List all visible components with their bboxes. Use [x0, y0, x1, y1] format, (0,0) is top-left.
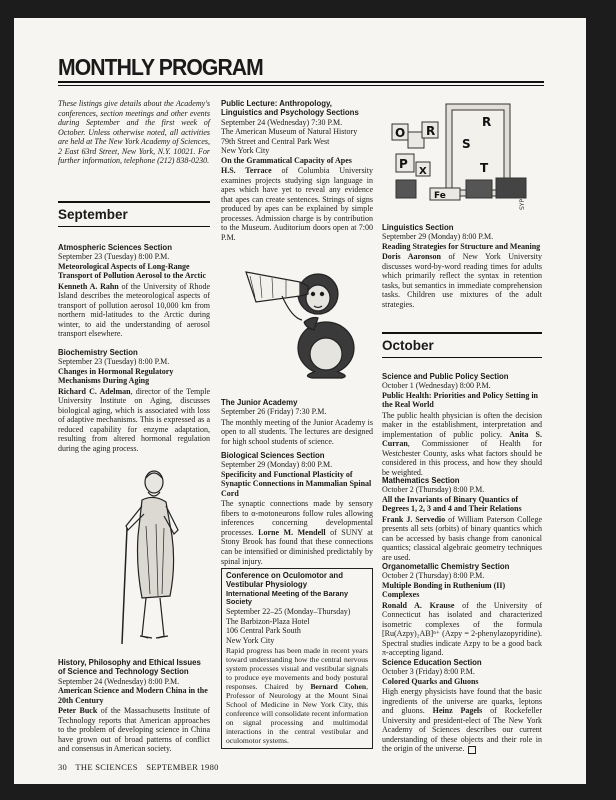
speaker-name: Ronald A. Krause: [382, 600, 455, 610]
event-heading: Organometallic Chemistry Section: [382, 562, 510, 571]
issue-date: SEPTEMBER 1980: [146, 762, 219, 772]
event-subtitle: Meteorological Aspects of Long-Range Transport of Pollution Aerosol to the Arctic: [58, 261, 206, 281]
event-text: of the University of Connecticut has isolated and characterized isometric complexes of the formula [Ru(Azpy)₂AB]ⁿ⁺ (Azpy = 2-phenylazopyridine). Spectral studies indicate Azpy to be a good back π-accepting ligand.: [382, 600, 543, 658]
event-body: [221, 166, 373, 242]
event-body: [382, 601, 542, 658]
event-atmospheric: [58, 243, 210, 339]
event-biological: [221, 451, 373, 566]
event-body: [382, 252, 542, 309]
section-heading-october: October: [382, 332, 542, 358]
speaker-name: Peter Buck: [58, 706, 98, 716]
event-body: [382, 687, 542, 754]
event-text: of Columbia University examines projects studying sign language in apes which have yet to reveal any evidence that apes can create sentences. Strings of signs produced by apes can be explained by simple processes. Admission charge is by contribution to the Museum. Auditorium doors open at 7:00 P.M.: [221, 166, 373, 242]
event-date: September 26 (Friday) 7:30 P.M.: [221, 407, 327, 417]
event-junior-academy: [221, 398, 373, 446]
event-organometallic: [382, 562, 542, 658]
event-subtitle: Changes in Hormonal Regulatory Mechanisms During Aging: [58, 366, 174, 386]
speaker-name: Kenneth A. Rahn: [58, 281, 119, 291]
event-biochemistry: [58, 348, 210, 454]
block-letter: S: [462, 137, 471, 151]
event-text: , director of the Temple University Institute on Aging, discusses biological aging, which is associated with loss of adaptive mechanisms. This is expressed as a reduced capability for enzyme adaptation, resulting from altered hormonal regulation during the aging process.: [58, 386, 211, 453]
end-mark: [468, 746, 476, 754]
event-date: October 1 (Wednesday) 8:00 P.M.: [382, 381, 491, 391]
event-heading: Biological Sciences Section: [221, 451, 325, 460]
page-number: 30: [58, 762, 68, 772]
event-subtitle: On the Grammatical Capacity of Apes: [221, 155, 352, 165]
event-text: of the Massachusetts Institute of Technology reports that American approaches to the problem of developing science in China have grown out of broad patterns of conflict and consensus in American society.: [58, 706, 210, 754]
event-body: [382, 411, 542, 478]
event-heading: Science Education Section: [382, 658, 482, 667]
block-letter: X: [419, 166, 427, 177]
event-text: of New York University discusses word-by-word reading times for adults which primarily reflect the syntax in retention tasks, but semantics in immediate comprehension tasks. Children use mixtures of the adult strategies.: [382, 252, 543, 309]
event-subtitle: Reading Strategies for Structure and Meaning: [382, 241, 541, 251]
letter-blocks-illustration: [386, 100, 536, 212]
event-subtitle: Colored Quarks and Gluons: [382, 676, 479, 686]
block-letter: Fe: [434, 191, 446, 201]
event-heading: Mathematics Section: [382, 476, 460, 485]
event-heading: History, Philosophy and Ethical Issues of Science and Technology Section: [58, 658, 201, 677]
event-subtitle: American Science and Modern China in the 20th Century: [58, 686, 208, 705]
artist-signature: SYPL: [519, 195, 526, 210]
block-letter: T: [480, 161, 489, 175]
event-date: October 2 (Thursday) 8:00 P.M.: [382, 571, 485, 581]
event-text-continued: of Rockefeller University and president-elect of The New York Academy of Sciences describes our current understanding of these objects and their role in the origin of the universe.: [382, 706, 542, 754]
page-title: MONTHLY PROGRAM: [58, 54, 263, 80]
event-body: [58, 706, 210, 754]
event-heading: Public Lecture: Anthropology, Linguistics and Psychology Sections: [221, 99, 359, 118]
block-letter: R: [426, 124, 436, 138]
event-venue: The Barbizon-Plaza Hotel: [226, 616, 310, 626]
event-heading: Conference on Oculomotor and Vestibular Physiology: [226, 571, 343, 590]
publication-name: THE SCIENCES: [75, 762, 138, 772]
event-text-continued: of SUNY at Stony Brook has found that these connections can be intensified or diminished predictably by spinal injury.: [221, 527, 374, 566]
event-text: High energy physicists have found that the basic ingredients of the universe are quarks, leptons and gluons.: [382, 687, 542, 716]
event-body: [58, 387, 210, 454]
event-text: of the University of Rhode Island describes the meteorological aspects of transport of pollution aerosol 10,000 km from northern mid-latitudes to the Arctic during winter, to aid the understanding of aerosol transport elsewhere.: [58, 281, 210, 339]
block-letter: P: [399, 157, 408, 171]
event-history: [58, 658, 210, 754]
september-heading-block: [58, 201, 210, 227]
event-text: Rapid progress has been made in recent years toward understanding how the central nervous system processes visual and vestibular signals to produce eye movements and body postural responses. Chaired by: [226, 646, 368, 692]
event-subtitle: Public Health: Priorities and Policy Setting in the Real World: [382, 390, 538, 410]
title-rule: [58, 81, 544, 86]
event-date: September 24 (Wednesday) 8:00 P.M.: [58, 676, 180, 686]
event-body: The monthly meeting of the Junior Academy is open to all students. The lectures are designed for high school students of science.: [221, 417, 373, 446]
block-letter: R: [482, 115, 492, 129]
event-body: [226, 646, 368, 745]
event-venue-street: 79th Street and Central Park West: [221, 136, 330, 146]
speaker-name: H.S. Terrace: [221, 166, 272, 176]
event-venue: The American Museum of Natural History: [221, 127, 358, 137]
event-date: September 23 (Tuesday) 8:00 P.M.: [58, 357, 170, 367]
event-heading: The Junior Academy: [221, 398, 298, 407]
event-subtitle: Multiple Bonding in Ruthenium (II) Complexes: [382, 580, 506, 600]
october-heading-block: [382, 332, 542, 358]
event-body: [221, 499, 373, 566]
event-date: September 29 (Monday) 8:00 P.M.: [382, 232, 494, 242]
event-conference-box: [221, 568, 373, 749]
event-heading: Science and Public Policy Section: [382, 372, 509, 381]
event-date: September 24 (Wednesday) 7:30 P.M.: [221, 117, 343, 127]
event-public-lecture: [221, 99, 373, 242]
speaker-name: Heinz Pagels: [432, 706, 483, 716]
event-date: September 29 (Monday) 8:00 P.M.: [221, 460, 333, 470]
event-date: October 2 (Thursday) 8:00 P.M.: [382, 485, 485, 495]
block-letter: O: [395, 126, 406, 140]
event-text-continued: , Commissioner of Health for Westchester County, asks what factors should be considered in this process, and how they should be weighted.: [382, 439, 542, 477]
speaker-name: Frank J. Servedio: [382, 514, 446, 524]
event-heading: Linguistics Section: [382, 223, 454, 232]
scholar-illustration: [112, 466, 192, 646]
event-meeting: International Meeting of the Barany Society: [226, 588, 349, 607]
event-venue-city: New York City: [221, 146, 270, 156]
event-heading: Atmospheric Sciences Section: [58, 243, 172, 252]
magazine-page: [14, 18, 586, 784]
page-footer: [58, 762, 225, 772]
event-heading: Biochemistry Section: [58, 348, 138, 357]
event-subtitle: Specificity and Functional Plasticity of Synaptic Connections in Mammalian Spinal Cord: [221, 469, 372, 498]
event-date: September 22–25 (Monday–Thursday): [226, 607, 351, 617]
intro-text: These listings give details about the Academy's conferences, section meetings and other events during September and the first week of October. Unless otherwise noted, all activities are held at The New York Academy of Sciences, 2 East 63rd Street, New York, N.Y. 10021. For further information, telephone (212) 838-0230.: [58, 99, 210, 166]
event-science-education: [382, 658, 542, 754]
section-heading-september: September: [58, 201, 210, 227]
event-public-policy: [382, 372, 542, 478]
speaker-name: Anita S. Curran: [382, 429, 542, 449]
event-text-continued: , Professor of Neurology at the Mount Sinai School of Medicine in New York City, this conference will consolidate recent information on signal processing and multimodal interactions in the central vestibular and oculomotor systems.: [226, 682, 368, 746]
event-text: of William Paterson College presents all sets (orbits) of binary quantics which can be accessed by basis change from canonical quantics; classical algebraic geometry techniques are used.: [382, 514, 542, 562]
event-text: The public health physician is often the decision maker in the establishment, interpretation and implementation of public policy.: [382, 410, 542, 439]
ape-megaphone-illustration: [242, 262, 364, 380]
speaker-name: Doris Aaronson: [382, 252, 441, 262]
event-mathematics: [382, 476, 542, 562]
event-linguistics: [382, 223, 542, 309]
event-date: September 23 (Tuesday) 8:00 P.M.: [58, 252, 170, 262]
speaker-name: Richard C. Adelman: [58, 386, 131, 396]
event-venue-city: New York City: [226, 635, 275, 645]
event-text: The synaptic connections made by sensory fibers to α-motoneurons follow rules allowing inferences concerning developmental processes.: [221, 499, 373, 537]
event-date: October 3 (Friday) 8:00 P.M.: [382, 667, 475, 677]
event-venue-street: 106 Central Park South: [226, 626, 301, 636]
speaker-name: Lorne M. Mendell: [258, 527, 326, 537]
speaker-name: Bernard Cohen: [310, 682, 367, 692]
event-body: [382, 515, 542, 563]
event-subtitle: All the Invariants of Binary Quantics of Degrees 1, 2, 3 and 4 and Their Relations: [382, 494, 522, 514]
event-body: [58, 282, 210, 339]
